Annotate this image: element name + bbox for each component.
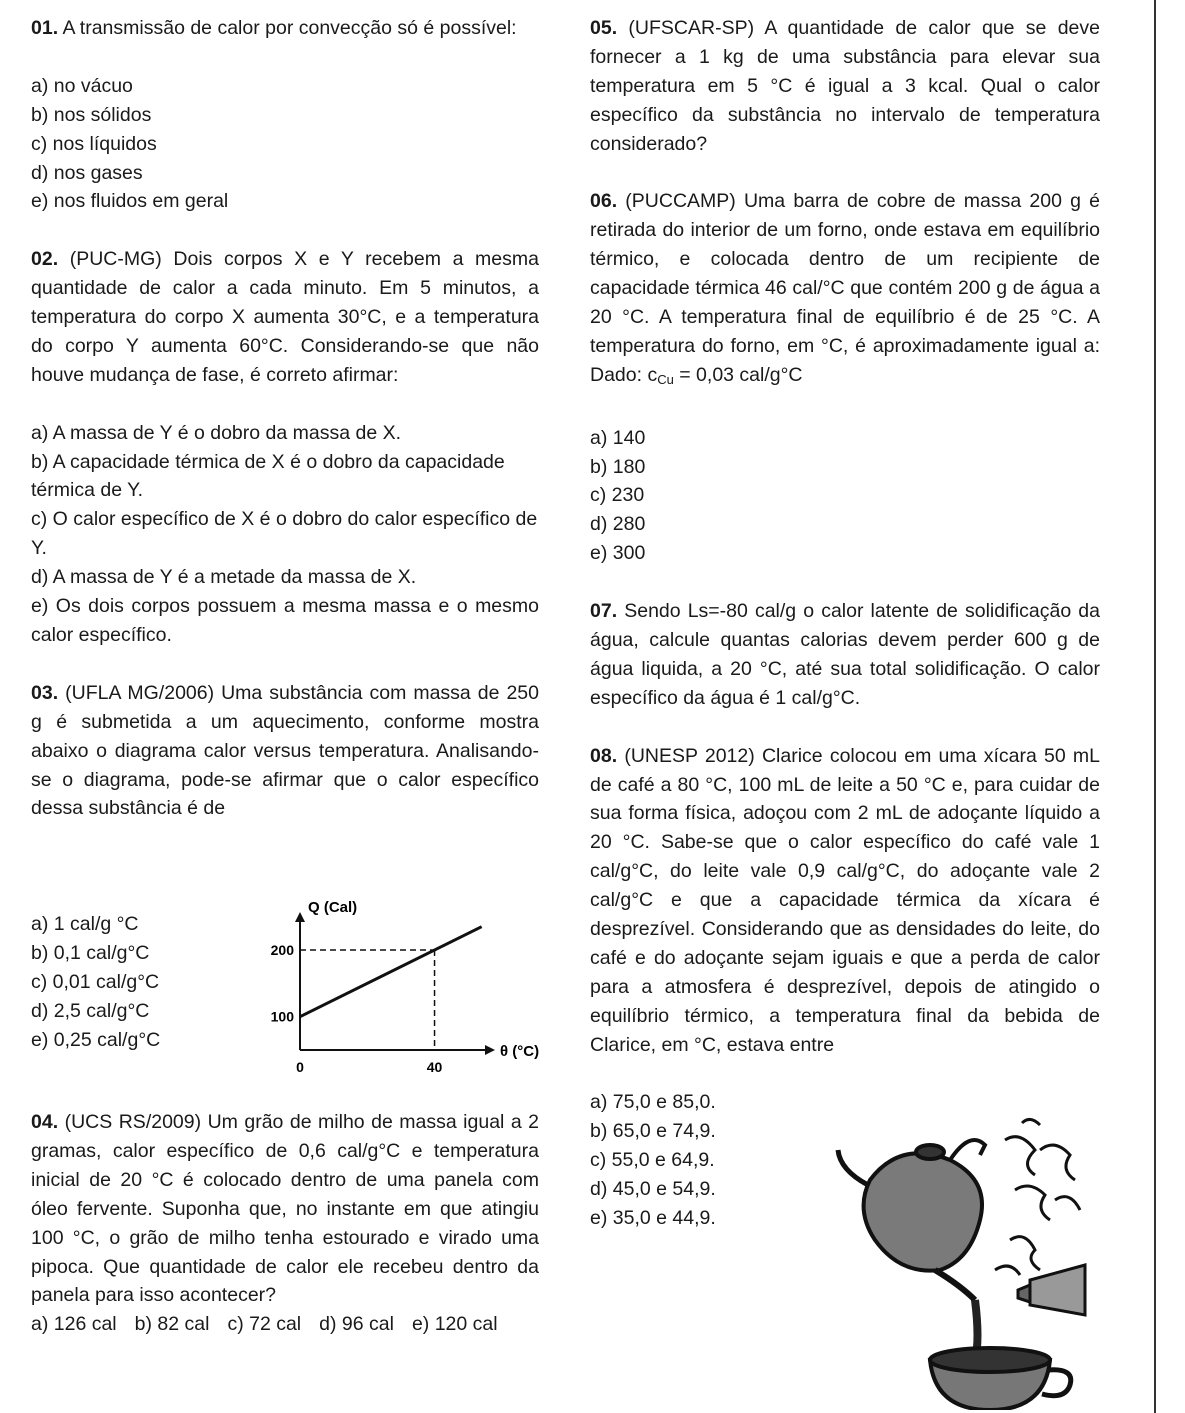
question-04 [31,1108,539,1339]
series-line [300,927,482,1017]
option-b: b) 180 [590,455,646,478]
question-number: 03. [31,681,59,704]
option-b: b) A capacidade térmica de X é o dobro da capacidade térmica de Y. [31,450,505,502]
option-e: e) 300 [590,542,646,565]
question-07 [590,597,1100,713]
question-number: 04. [31,1111,59,1133]
option-e: e) nos fluidos em geral [31,190,229,213]
option-d: d) nos gases [31,161,143,184]
x-axis-label: θ (°C) [500,1043,540,1060]
x-tick-label: 40 [426,1059,443,1075]
question-text: (UNESP 2012) Clarice colocou em uma xícara 50 mL de café a 80 °C, 100 mL de leite a 50 °C e, para cuidar de sua forma física, adoçou com 2 mL de adoçante líquido a 20 °C. Sabe-se que o calor específico do café vale 1 cal/g°C, do leite vale 0,9 cal/g°C, do adoçante vale 2 cal/g°C e que a capacidade térmica da xícara é desprezível. Considerando que as densidades do leite, do café e do adoçante sejam iguais e que a perda de calor para a atmosfera é desprezível, depois de atingido o equilíbrio térmico, a temperatura final da bebida de Clarice, em °C, estava entre [590,744,1100,1056]
question-number: 06. [590,190,618,213]
given-subscript: Cu [657,371,674,387]
page-border-line [1154,0,1156,1413]
cup-icon [930,1348,1071,1410]
option-a: a) 1 cal/g °C [31,913,139,935]
option-c: c) 230 [590,484,645,507]
options-list [31,72,539,217]
options-list [31,419,539,650]
y-tick-label: 200 [270,942,294,958]
option-c: c) 0,01 cal/g°C [31,970,160,993]
option-e: e) 35,0 e 44,9. [590,1207,716,1230]
question-text: (PUCCAMP) Uma barra de cobre de massa 200 g é retirada do interior de um forno, onde estava em equilíbrio térmico, e colocada dentro de um recipiente de capacidade térmica 46 cal/°C que contém 200 g de água a 20 °C. A temperatura final de equilíbrio é de 25 °C. A temperatura do forno, em °C, é aproximadamente igual a: [590,190,1100,357]
question-number: 08. [590,744,618,767]
option-b: b) 65,0 e 74,9. [590,1120,716,1143]
sweetener-bottle-icon [1018,1265,1085,1315]
question-text: (UFSCAR-SP) A quantidade de calor que se deve fornecer a 1 kg de uma substância para elevar sua temperatura em 5 °C é igual a 3 kcal. Qual o calor específico da substância no intervalo de temperatura considerado? [590,17,1100,155]
left-column [31,14,539,852]
options-list [31,1310,539,1339]
question-number: 02. [31,248,59,271]
given-label: Dado: c [590,363,658,386]
option-d: d) 280 [590,513,646,536]
heat-temperature-chart [255,890,545,1090]
x-axis-arrow [485,1045,495,1055]
y-tick-label: 100 [270,1008,294,1025]
question-number: 07. [590,600,618,623]
question-text: A transmissão de calor por convecção só é possível: [62,17,517,39]
option-a: a) A massa de Y é o dobro da massa de X. [31,421,402,444]
question-number: 05. [590,17,618,39]
question-01 [31,14,539,216]
option-e: e) Os dois corpos possuem a mesma massa e o mesmo calor específico. [31,595,539,646]
question-06 [590,187,1100,568]
option-d: d) A massa de Y é a metade da massa de X. [31,566,417,589]
question-03 [31,679,539,824]
question-text: (UFLA MG/2006) Uma substância com massa de 250 g é submetida a um aquecimento, conforme mostra abaixo o diagrama calor versus temperatura. Analisando-se o diagrama, pode-se afirmar que o calor específico dessa substância é de [31,681,539,820]
steam-icon [995,1119,1080,1275]
option-a: a) no vácuo [31,74,133,97]
option-a: a) 140 [590,426,646,449]
y-axis-label: Q (Cal) [308,899,358,916]
question-02 [31,245,539,650]
option-d: d) 45,0 e 54,9. [590,1178,716,1201]
option-b: b) 0,1 cal/g°C [31,941,150,964]
option-c: c) nos líquidos [31,132,157,155]
option-e: e) 0,25 cal/g°C [31,1028,161,1051]
option-a: a) 75,0 e 85,0. [590,1091,716,1114]
question-text: (UCS RS/2009) Um grão de milho de massa igual a 2 gramas, calor específico de 0,6 cal/g°C e temperatura inicial de 20 °C é colocado dentro de uma panela com óleo fervente. Suponha que, no instante em que atingiu 100 °C, o grão de milho tenha estourado e virado uma pipoca. Que quantidade de calor ele recebeu dentro da panela para isso acontecer? [31,1111,539,1307]
option-b: b) 82 cal [134,1313,210,1336]
question-05 [590,14,1100,159]
y-axis-arrow [295,912,305,922]
question-number: 01. [31,17,59,39]
question-03-options [31,910,160,1055]
question-text: Sendo Ls=-80 cal/g o calor latente de solidificação da água, calcule quantas calorias devem perder 600 g de água liquida, a 20 °C, até sua total solidificação. O calor específico da água é 1 cal/g°C. [590,600,1100,709]
option-c: c) 55,0 e 64,9. [590,1149,715,1172]
right-column [590,14,1100,1262]
x-tick-label: 0 [296,1059,304,1075]
option-c: c) 72 cal [227,1313,302,1336]
option-b: b) nos sólidos [31,103,152,126]
coffee-pot-icon [838,1140,985,1300]
options-list [590,424,1100,569]
option-e: e) 120 cal [411,1313,498,1336]
option-d: d) 2,5 cal/g°C [31,999,150,1022]
option-a: a) 126 cal [31,1313,117,1336]
option-c: c) O calor específico de X é o dobro do calor específico de Y. [31,508,538,560]
coffee-pouring-illustration [830,1110,1095,1410]
chart-svg [255,890,545,1090]
question-text: (PUC-MG) Dois corpos X e Y recebem a mesma quantidade de calor a cada minuto. Em 5 minutos, a temperatura do corpo X aumenta 30°C, e a temperatura do corpo Y aumenta 60°C. Considerando-se que não houve mudança de fase, é correto afirmar: [31,248,539,386]
given-value: = 0,03 cal/g°C [673,363,803,386]
option-d: d) 96 cal [319,1313,394,1336]
